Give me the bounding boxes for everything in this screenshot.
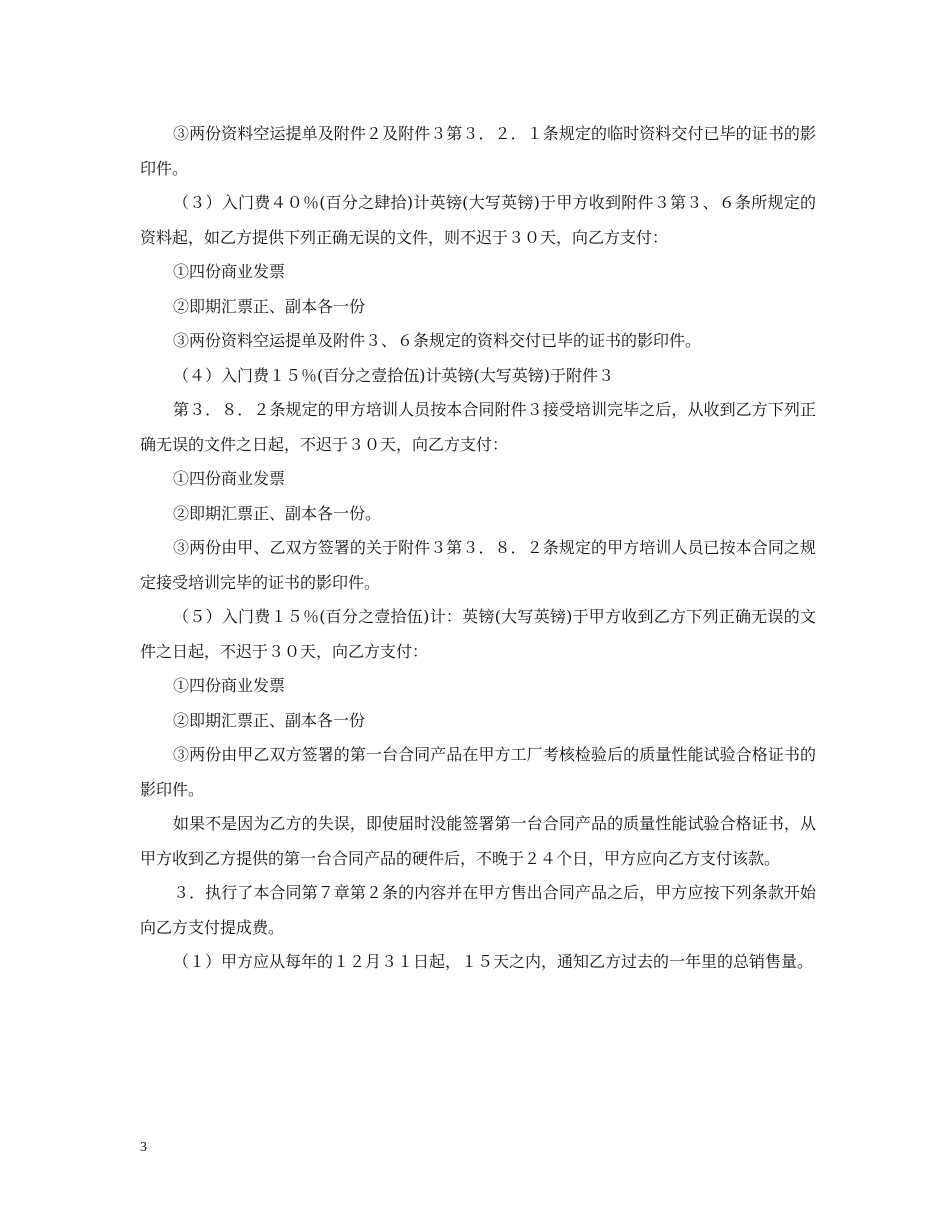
paragraph: ③两份资料空运提单及附件２及附件３第３．２．１条规定的临时资料交付已毕的证书的影印件。: [140, 124, 816, 178]
paragraph: 如果不是因为乙方的失误，即使届时没能签署第一台合同产品的质量性能试验合格证书，从甲方收到乙方提供的第一台合同产品的硬件后，不晚于２４个日，甲方应向乙方支付该款。: [140, 814, 816, 868]
paragraph: ①四份商业发票: [173, 469, 286, 488]
paragraph: （４）入门费１５％(百分之壹拾伍)计英镑(大写英镑)于附件３: [173, 365, 614, 385]
paragraph: ①四份商业发票: [173, 676, 286, 695]
paragraph: ②即期汇票正、副本各一份: [173, 710, 366, 730]
paragraph: ①四份商业发票: [173, 262, 286, 281]
paragraph: ②即期汇票正、副本各一份。: [173, 503, 382, 523]
paragraph: （１）甲方应从每年的１２月３１日起，１５天之内，通知乙方过去的一年里的总销售量。: [173, 952, 814, 971]
paragraph: ③两份资料空运提单及附件３、６条规定的资料交付已毕的证书的影印件。: [173, 331, 702, 350]
document-body: [140, 117, 816, 980]
paragraph: （３）入门费４０％(百分之肆拾)计英镑(大写英镑)于甲方收到附件３第３、６条所规定的资料起，如乙方提供下列正确无误的文件，则不迟于３０天，向乙方支付：: [140, 193, 816, 247]
paragraph: 第３．８．２条规定的甲方培训人员按本合同附件３接受培训完毕之后，从收到乙方下列正确无误的文件之日起，不迟于３０天，向乙方支付：: [140, 400, 816, 454]
page-number: 3: [140, 1140, 147, 1155]
paragraph: ③两份由甲、乙双方签署的关于附件３第３．８．２条规定的甲方培训人员已按本合同之规定接受培训完毕的证书的影印件。: [140, 538, 816, 592]
paragraph: ③两份由甲乙双方签署的第一台合同产品在甲方工厂考核检验后的质量性能试验合格证书的影印件。: [140, 745, 816, 799]
paragraph: （５）入门费１５％(百分之壹拾伍)计：英镑(大写英镑)于甲方收到乙方下列正确无误的文件之日起，不迟于３０天，向乙方支付：: [140, 607, 816, 661]
paragraph: ②即期汇票正、副本各一份: [173, 296, 366, 316]
paragraph: ３．执行了本合同第７章第２条的内容并在甲方售出合同产品之后，甲方应按下列条款开始向乙方支付提成费。: [140, 883, 816, 937]
